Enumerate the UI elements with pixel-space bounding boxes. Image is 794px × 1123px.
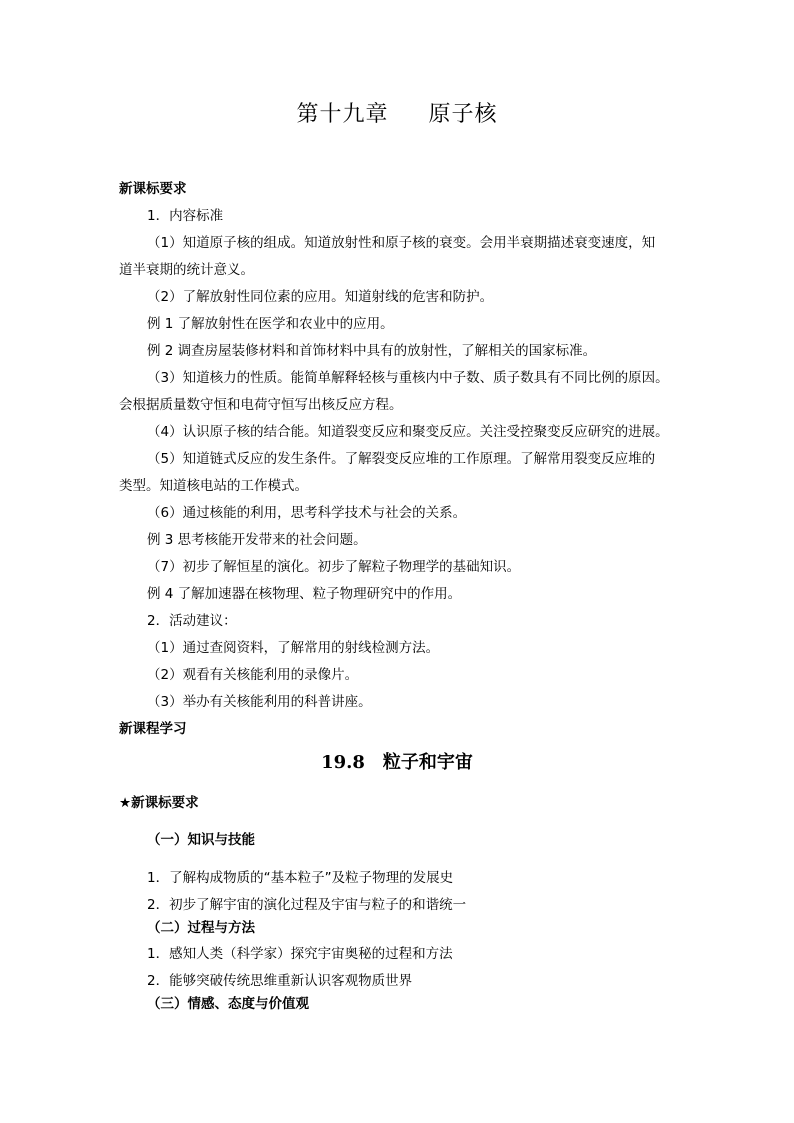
requirement-item-7: （7）初步了解恒星的演化。初步了解粒子物理学的基础知识。 <box>147 559 521 575</box>
study-heading: 新课程学习 <box>119 721 187 737</box>
requirement-item-3: （3）知道核力的性质。能简单解释轻核与重核内中子数、质子数具有不同比例的原因。 <box>147 370 669 386</box>
section-name: 粒子和宇宙 <box>382 752 473 773</box>
section-title <box>0 754 794 772</box>
requirement-item-6: （6）通过核能的利用，思考科学技术与社会的关系。 <box>147 505 467 521</box>
knowledge-heading: （一）知识与技能 <box>147 832 255 848</box>
requirement-item-5-cont: 类型。知道核电站的工作模式。 <box>119 478 308 494</box>
activity-3: （3）举办有关核能利用的科普讲座。 <box>147 694 372 710</box>
requirement-item-2: （2）了解放射性同位素的应用。知道射线的危害和防护。 <box>147 289 494 305</box>
example-2: 例 2 调查房屋装修材料和首饰材料中具有的放射性，了解相关的国家标准。 <box>147 343 597 359</box>
section-requirements-heading: ★新课标要求 <box>119 795 199 811</box>
requirement-item-5: （5）知道链式反应的发生条件。了解裂变反应堆的工作原理。了解常用裂变反应堆的 <box>147 451 656 467</box>
values-heading: （三）情感、态度与价值观 <box>147 996 309 1012</box>
section-number: 19.8 <box>321 752 365 773</box>
knowledge-item-2: 2．初步了解宇宙的演化过程及宇宙与粒子的和谐统一 <box>147 897 467 913</box>
requirement-item-3-cont: 会根据质量数守恒和电荷守恒写出核反应方程。 <box>119 397 403 413</box>
content-standard-heading: 1．内容标准 <box>147 208 224 224</box>
requirement-item-1-cont: 道半衰期的统计意义。 <box>119 262 254 278</box>
requirement-item-4: （4）认识原子核的结合能。知道裂变反应和聚变反应。关注受控聚变反应研究的进展。 <box>147 424 669 440</box>
process-item-2: 2．能够突破传统思维重新认识客观物质世界 <box>147 973 413 989</box>
process-item-1: 1．感知人类（科学家）探究宇宙奥秘的过程和方法 <box>147 946 453 962</box>
chapter-title: 第十九章 原子核 <box>296 102 498 127</box>
example-1: 例 1 了解放射性在医学和农业中的应用。 <box>147 316 394 332</box>
requirement-item-1: （1）知道原子核的组成。知道放射性和原子核的衰变。会用半衰期描述衰变速度，知 <box>147 235 656 251</box>
activity-1: （1）通过查阅资料，了解常用的射线检测方法。 <box>147 640 440 656</box>
knowledge-item-1: 1．了解构成物质的“基本粒子”及粒子物理的发展史 <box>147 870 454 886</box>
process-heading: （二）过程与方法 <box>147 920 255 936</box>
example-4: 例 4 了解加速器在核物理、粒子物理研究中的作用。 <box>147 586 462 602</box>
requirements-heading: 新课标要求 <box>119 181 187 197</box>
activity-heading: 2．活动建议： <box>147 613 237 629</box>
example-3: 例 3 思考核能开发带来的社会问题。 <box>147 532 367 548</box>
activity-2: （2）观看有关核能利用的录像片。 <box>147 667 359 683</box>
